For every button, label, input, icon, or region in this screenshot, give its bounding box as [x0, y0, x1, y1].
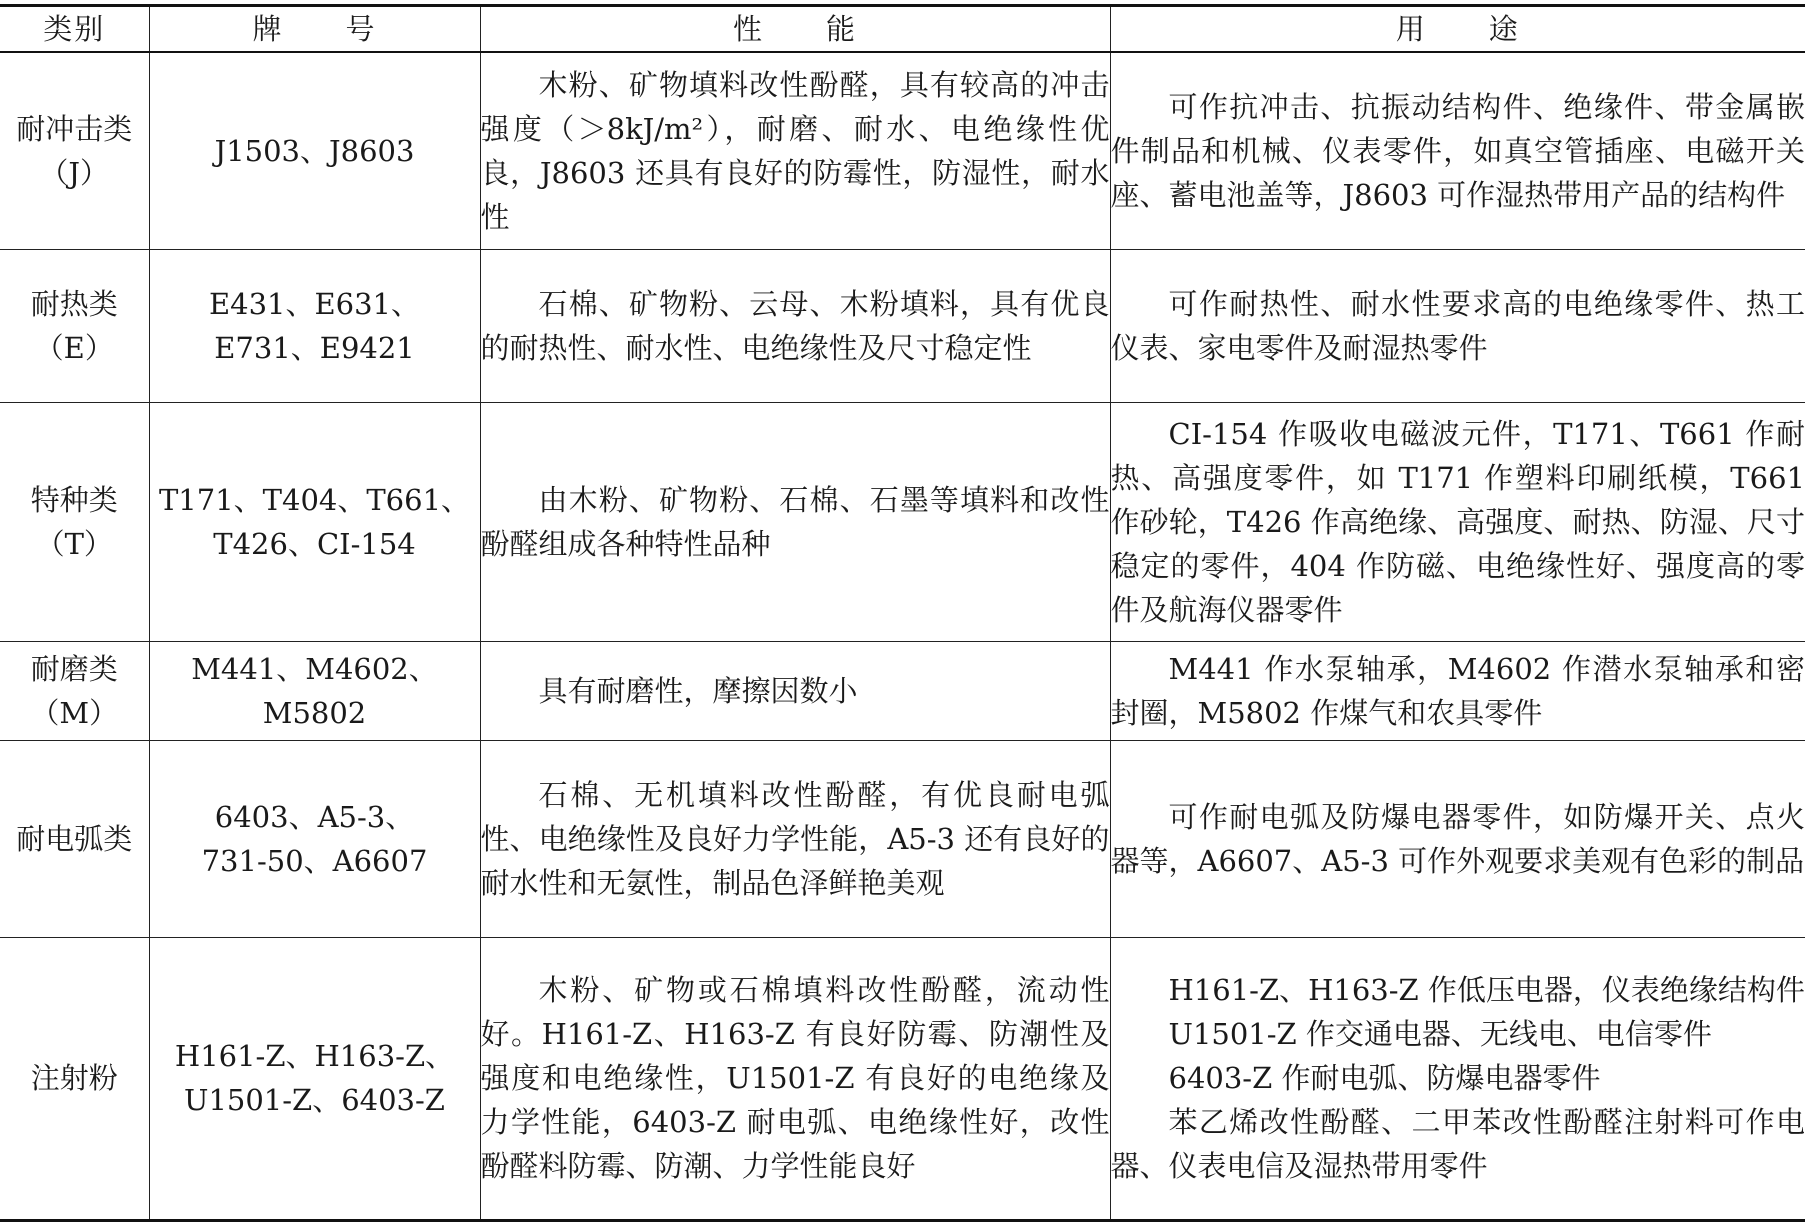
- phenolic-molding-compound-table: [0, 4, 1805, 1222]
- performance-text: 石棉、矿物粉、云母、木粉填料，具有优良的耐热性、耐水性、电绝缘性及尺寸稳定性: [481, 282, 1110, 370]
- use-text: CI-154 作吸收电磁波元件，T171、T661 作耐热、高强度零件，如 T171 作塑料印刷纸模，T661 作砂轮，T426 作高绝缘、高强度、耐热、防湿、尺寸稳定的零件，404 作防磁、电绝缘性好、强度高的零件及航海仪器零件: [1111, 412, 1805, 632]
- grade-line: 6403、A5-3、: [150, 795, 480, 839]
- category-name: 特种类: [0, 478, 149, 522]
- category-code: （M）: [0, 691, 149, 735]
- category-cell: [0, 740, 149, 937]
- use-text: H161-Z、H163-Z 作低压电器，仪表绝缘结构件: [1111, 968, 1805, 1012]
- performance-cell: [480, 52, 1110, 249]
- grade-cell: [149, 937, 480, 1220]
- performance-cell: [480, 937, 1110, 1220]
- performance-cell: [480, 249, 1110, 402]
- table-row: [0, 52, 1805, 249]
- grade-line: E731、E9421: [150, 326, 480, 370]
- table-header-row: [0, 6, 1805, 53]
- grade-cell: [149, 740, 480, 937]
- use-text: 可作耐电弧及防爆电器零件，如防爆开关、点火器等，A6607、A5-3 可作外观要求美观有色彩的制品: [1111, 795, 1805, 883]
- performance-text: 木粉、矿物或石棉填料改性酚醛，流动性好。H161-Z、H163-Z 有良好防霉、防潮性及强度和电绝缘性，U1501-Z 有良好的电绝缘及力学性能，6403-Z 耐电弧、电绝缘性好，改性酚醛料防霉、防潮、力学性能良好: [481, 968, 1110, 1188]
- grade-line: T171、T404、T661、: [150, 478, 480, 522]
- table-row: [0, 402, 1805, 641]
- use-cell: [1110, 937, 1805, 1220]
- category-name: 耐热类: [0, 282, 149, 326]
- grade-cell: [149, 402, 480, 641]
- use-cell: [1110, 740, 1805, 937]
- performance-cell: [480, 740, 1110, 937]
- category-name: 耐磨类: [0, 647, 149, 691]
- grade-cell: [149, 249, 480, 402]
- grade-line: M441、M4602、M5802: [150, 647, 480, 735]
- grade-line: H161-Z、H163-Z、: [150, 1034, 480, 1078]
- use-text: M441 作水泵轴承，M4602 作潜水泵轴承和密封圈，M5802 作煤气和农具零件: [1111, 647, 1805, 735]
- use-text: 可作耐热性、耐水性要求高的电绝缘零件、热工仪表、家电零件及耐湿热零件: [1111, 282, 1805, 370]
- use-text: U1501-Z 作交通电器、无线电、电信零件: [1111, 1012, 1805, 1056]
- category-cell: [0, 937, 149, 1220]
- use-cell: [1110, 52, 1805, 249]
- use-cell: [1110, 402, 1805, 641]
- use-text: 苯乙烯改性酚醛、二甲苯改性酚醛注射料可作电器、仪表电信及湿热带用零件: [1111, 1100, 1805, 1188]
- use-cell: [1110, 641, 1805, 740]
- category-cell: [0, 249, 149, 402]
- grade-line: J1503、J8603: [150, 129, 480, 173]
- category-name: 耐冲击类: [0, 107, 149, 151]
- category-code: （J）: [0, 151, 149, 195]
- grade-cell: [149, 52, 480, 249]
- table-row: [0, 937, 1805, 1220]
- grade-line: E431、E631、: [150, 282, 480, 326]
- use-text: 6403-Z 作耐电弧、防爆电器零件: [1111, 1056, 1805, 1100]
- performance-cell: [480, 641, 1110, 740]
- grade-line: U1501-Z、6403-Z: [150, 1078, 480, 1122]
- grade-cell: [149, 641, 480, 740]
- category-cell: [0, 402, 149, 641]
- category-code: （T）: [0, 522, 149, 566]
- category-cell: [0, 641, 149, 740]
- header-category: 类别: [0, 6, 149, 53]
- table-row: [0, 641, 1805, 740]
- header-performance: 性 能: [480, 6, 1110, 53]
- performance-text: 由木粉、矿物粉、石棉、石墨等填料和改性酚醛组成各种特性品种: [481, 478, 1110, 566]
- performance-text: 石棉、无机填料改性酚醛，有优良耐电弧性、电绝缘性及良好力学性能，A5-3 还有良好的耐水性和无氨性，制品色泽鲜艳美观: [481, 773, 1110, 905]
- grade-line: T426、CI-154: [150, 522, 480, 566]
- performance-text: 木粉、矿物填料改性酚醛，具有较高的冲击强度（＞8kJ/m²），耐磨、耐水、电绝缘性优良，J8603 还具有良好的防霉性，防湿性，耐水性: [481, 63, 1110, 239]
- performance-cell: [480, 402, 1110, 641]
- use-cell: [1110, 249, 1805, 402]
- grade-line: 731-50、A6607: [150, 839, 480, 883]
- performance-text: 具有耐磨性，摩擦因数小: [481, 669, 1110, 713]
- use-text: 可作抗冲击、抗振动结构件、绝缘件、带金属嵌件制品和机械、仪表零件，如真空管插座、电磁开关座、蓄电池盖等，J8603 可作湿热带用产品的结构件: [1111, 85, 1805, 217]
- category-name: 耐电弧类: [0, 817, 149, 861]
- table-row: [0, 249, 1805, 402]
- category-name: 注射粉: [0, 1056, 149, 1100]
- category-code: （E）: [0, 326, 149, 370]
- category-cell: [0, 52, 149, 249]
- header-use: 用 途: [1110, 6, 1805, 53]
- header-grade: 牌 号: [149, 6, 480, 53]
- table-row: [0, 740, 1805, 937]
